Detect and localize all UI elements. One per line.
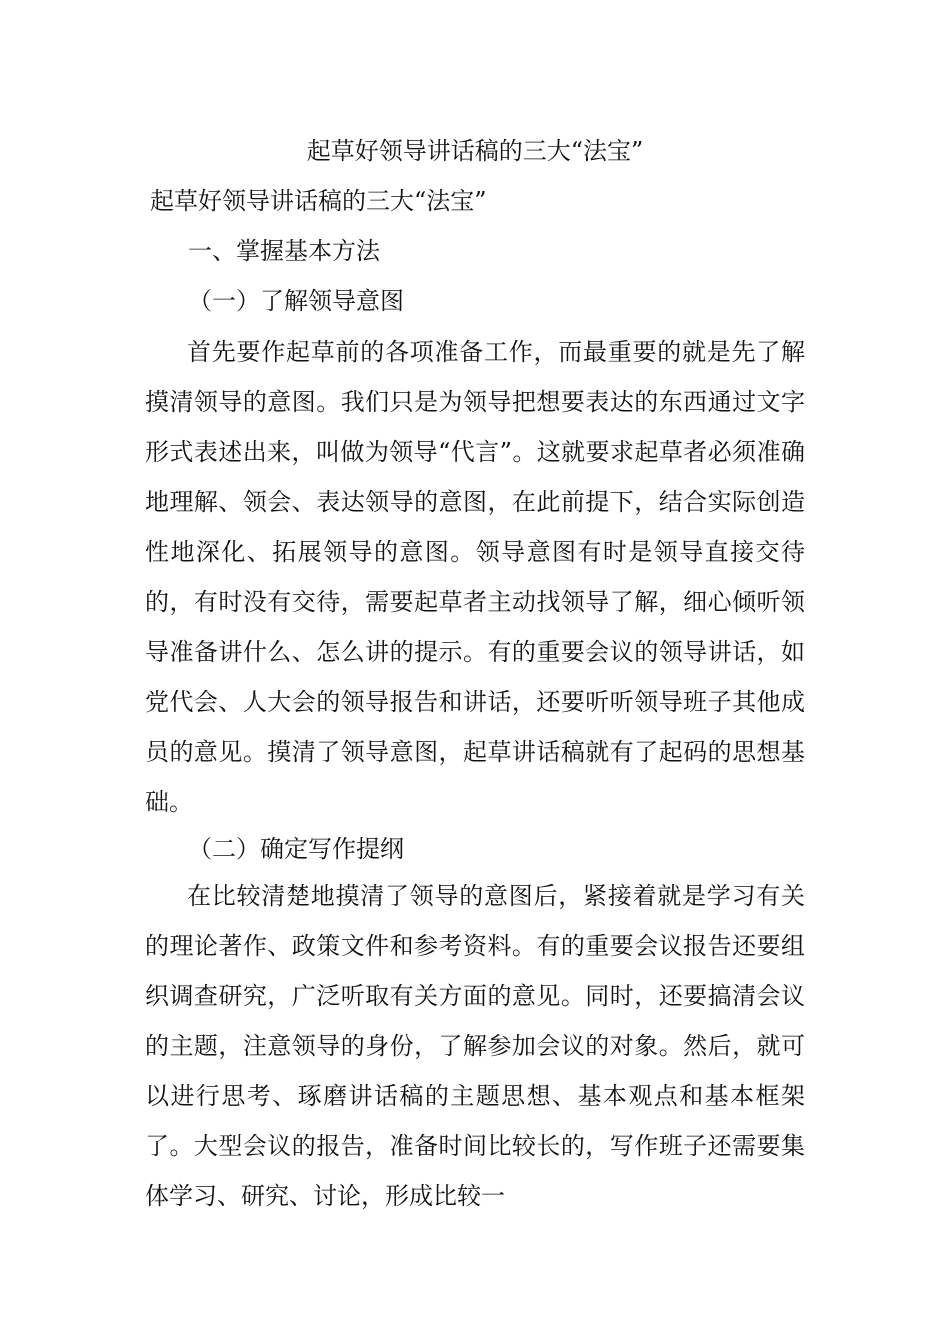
subsection-heading-1: （一）了解领导意图 <box>188 287 404 315</box>
subsection-heading-2: （二）确定写作提纲 <box>188 835 404 863</box>
section-heading-1: 一、掌握基本方法 <box>188 237 380 265</box>
body-paragraph-1: 首先要作起草前的各项准备工作，而最重要的就是先了解摸清领导的意图。我们只是为领导把想要表达的东西通过文字形式表述出来，叫做为领导“代言”。这就要求起草者必须准确地理解、领会、表达领导的意图，在此前提下，结合实际创造性地深化、拓展领导的意图。领导意图有时是领导直接交待的，有时没有交待，需要起草者主动找领导了解，细心倾听领导准备讲什么、怎么讲的提示。有的重要会议的领导讲话，如党代会、人大会的领导报告和讲话，还要听听领导班子其他成员的意见。摸清了领导意图，起草讲话稿就有了起码的思想基础。 <box>145 338 805 816</box>
body-paragraph-2: 在比较清楚地摸清了领导的意图后，紧接着就是学习有关的理论著作、政策文件和参考资料。有的重要会议报告还要组织调查研究，广泛听取有关方面的意见。同时，还要搞清会议的主题，注意领导的身份，了解参加会议的对象。然后，就可以进行思考、琢磨讲话稿的主题思想、基本观点和基本框架了。大型会议的报告，准备时间比较长的，写作班子还需要集体学习、研究、讨论，形成比较一 <box>145 882 805 1210</box>
document-subtitle: 起草好领导讲话稿的三大“法宝” <box>150 187 487 215</box>
document-title: 起草好领导讲话稿的三大“法宝” <box>306 137 644 165</box>
